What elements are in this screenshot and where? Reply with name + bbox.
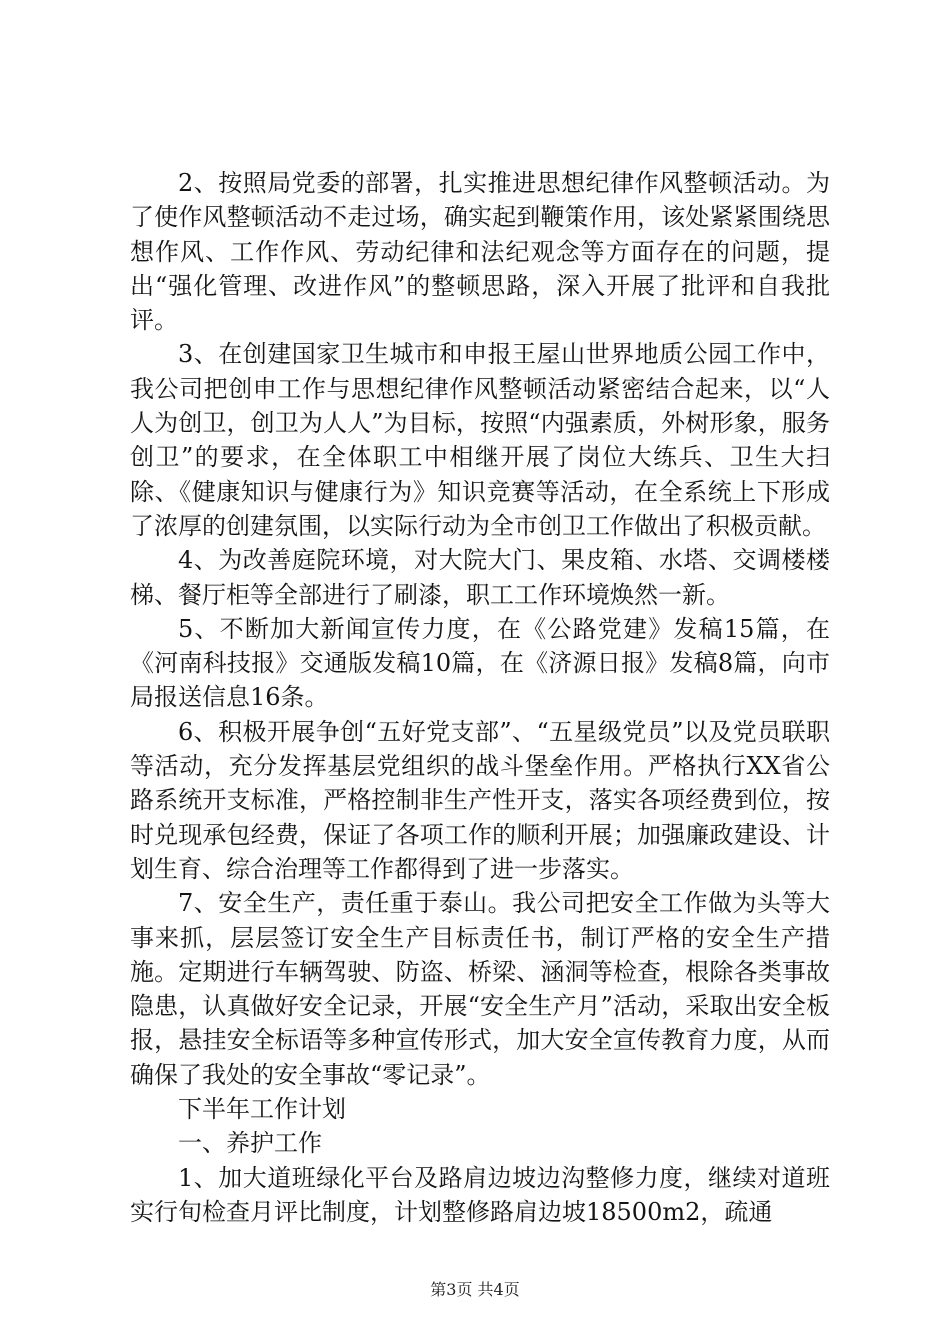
paragraph-item-3: 3、在创建国家卫生城市和申报王屋山世界地质公园工作中，我公司把创申工作与思想纪律作风整顿活动紧密结合起来，以“人人为创卫，创卫为人人”为目标，按照“内强素质，外树形象，服务创卫”的要求，在全体职工中相继开展了岗位大练兵、卫生大扫除、《健康知识与健康行为》知识竞赛等活动，在全系统上下形成了浓厚的创建氛围，以实际行动为全市创卫工作做出了积极贡献。 bbox=[130, 340, 830, 540]
paragraph-item-4: 4、为改善庭院环境，对大院大门、果皮箱、水塔、交调楼楼梯、餐厅柜等全部进行了刷漆，职工工作环境焕然一新。 bbox=[130, 546, 830, 609]
paragraph-item-2: 2、按照局党委的部署，扎实推进思想纪律作风整顿活动。为了使作风整顿活动不走过场，确实起到鞭策作用，该处紧紧围绕思想作风、工作作风、劳动纪律和法纪观念等方面存在的问题，提出“强化管理、改进作风”的整顿思路，深入开展了批评和自我批评。 bbox=[130, 169, 830, 335]
paragraph-item-5: 5、不断加大新闻宣传力度，在《公路党建》发稿15篇，在《河南科技报》交通版发稿10篇，在《济源日报》发稿8篇，向市局报送信息16条。 bbox=[130, 614, 830, 712]
page-number-footer: 第3页 共4页 bbox=[430, 1280, 520, 1299]
subsection-heading-maintenance: 一、养护工作 bbox=[178, 1129, 322, 1158]
paragraph-item-6: 6、积极开展争创“五好党支部”、“五星级党员”以及党员联职等活动，充分发挥基层党组织的战斗堡垒作用。严格执行XX省公路系统开支标准，严格控制非生产性开支，落实各项经费到位，按时兑现承包经费，保证了各项工作的顺利开展；加强廉政建设、计划生育、综合治理等工作都得到了进一步落实。 bbox=[130, 717, 830, 883]
paragraph-plan-item-1: 1、加大道班绿化平台及路肩边坡边沟整修力度，继续对道班实行旬检查月评比制度，计划整修路肩边坡18500m2，疏通 bbox=[130, 1163, 830, 1226]
document-body bbox=[130, 166, 830, 1229]
section-heading-plan: 下半年工作计划 bbox=[178, 1095, 346, 1124]
paragraph-item-7: 7、安全生产，责任重于泰山。我公司把安全工作做为头等大事来抓，层层签订安全生产目标责任书，制订严格的安全生产措施。定期进行车辆驾驶、防盗、桥梁、涵洞等检查，根除各类事故隐患，认真做好安全记录，开展“安全生产月”活动，采取出安全板报，悬挂安全标语等多种宣传形式，加大安全宣传教育力度，从而确保了我处的安全事故“零记录”。 bbox=[130, 889, 830, 1089]
